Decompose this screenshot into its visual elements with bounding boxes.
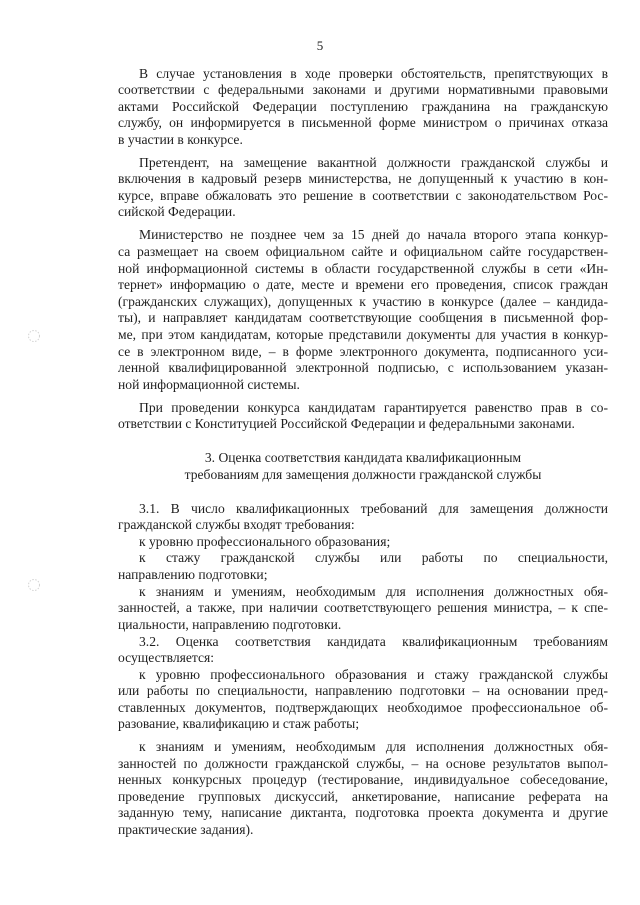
text-line: ты), и направляет кандидатам соответствующие сообщения в письменной фор- bbox=[118, 310, 608, 325]
text-line: тернет» информацию о дате, месте и времени его проведения, список граждан bbox=[118, 277, 608, 292]
text-line: актами Российской Федерации поступлению гражданина на гражданскую bbox=[118, 99, 608, 114]
text-line: разование, квалификацию и стаж работы; bbox=[118, 716, 360, 731]
text-line: При проведении конкурса кандидатам гарантируется равенство прав в со- bbox=[139, 400, 608, 415]
text-line: 3.1. В число квалификационных требований для замещения должности bbox=[139, 501, 608, 516]
section-heading: требованиям для замещения должности гражданской службы bbox=[184, 467, 542, 482]
text-line: Министерство не позднее чем за 15 дней до начала второго этапа конкур- bbox=[139, 227, 608, 242]
text-line: ной информационной системы в области государственной службы в сети «Ин- bbox=[118, 261, 608, 276]
text-line: проведение групповых дискуссий, анкетирование, написание реферата на bbox=[118, 789, 608, 804]
text-line: направлению подготовки; bbox=[118, 567, 268, 582]
text-line: циальности, направлению подготовки. bbox=[118, 617, 342, 632]
text-line: 3.2. Оценка соответствия кандидата квалификационным требованиям bbox=[139, 634, 608, 649]
text-line: гражданской службы входят требования: bbox=[118, 517, 355, 532]
text-line: в участии в конкурсе. bbox=[118, 132, 243, 147]
text-line: занностей по должности гражданской службы, – на основе результатов выпол- bbox=[118, 756, 608, 771]
text-line: се в электронном виде, – в форме электронного документа, подписанного уси- bbox=[118, 344, 608, 359]
text-line: сийской Федерации. bbox=[118, 204, 236, 219]
text-line: практические задания). bbox=[118, 822, 254, 837]
text-line: ме, при этом кандидатам, которые представили документы для участия в конкур- bbox=[118, 327, 608, 342]
text-line: (гражданских служащих), допущенных к участию в конкурсе (далее – кандида- bbox=[118, 294, 608, 309]
text-line: са размещает на своем официальном сайте и официальном сайте государствен- bbox=[118, 244, 608, 259]
punch-hole-mark bbox=[27, 329, 41, 343]
text-line: ставленных документов, подтверждающих необходимое профессиональное об- bbox=[118, 700, 608, 715]
text-line: заданную тему, написание диктанта, подготовка проекта документа и другие bbox=[118, 805, 608, 820]
text-line: к стажу гражданской службы или работы по специальности, bbox=[139, 550, 608, 565]
text-line: к уровню профессионального образования и стажу гражданской службы bbox=[139, 667, 608, 682]
text-line: В случае установления в ходе проверки обстоятельств, препятствующих в bbox=[139, 66, 608, 81]
text-line: Претендент, на замещение вакантной должности гражданской службы и bbox=[139, 155, 608, 170]
text-line: ной информационной системы. bbox=[118, 377, 300, 392]
text-line: ненных конкурсных процедур (тестирование, индивидуальное собеседование, bbox=[118, 772, 608, 787]
text-line: к знаниям и умениям, необходимым для исполнения должностных обя- bbox=[139, 584, 608, 599]
section-heading: 3. Оценка соответствия кандидата квалификационным bbox=[204, 450, 522, 465]
text-line: службу, он информируется в письменной форме министром о причинах отказа bbox=[118, 115, 608, 130]
text-line: курсе, вправе обжаловать это решение в соответствии с законодательством Рос- bbox=[118, 188, 608, 203]
text-line: ленной квалифицированной электронной подписью, с использованием указан- bbox=[118, 360, 608, 375]
text-line: включения в кадровый резерв министерства, не допущенный к участию в кон- bbox=[118, 171, 608, 186]
text-line: к уровню профессионального образования; bbox=[139, 534, 391, 549]
text-line: занностей, а также, при наличии соответствующего решения министра, – к спе- bbox=[118, 600, 608, 615]
text-line: осуществляется: bbox=[118, 650, 215, 665]
page-number: 5 bbox=[316, 38, 324, 53]
text-line: или работы по специальности, направлению подготовки – на основании пред- bbox=[118, 683, 608, 698]
text-line: ответствии с Конституцией Российской Федерации и федеральными законами. bbox=[118, 416, 575, 431]
text-line: соответствии с федеральными законами и другими нормативными правовыми bbox=[118, 82, 608, 97]
punch-hole-mark bbox=[27, 578, 41, 592]
text-line: к знаниям и умениям, необходимым для исполнения должностных обя- bbox=[139, 739, 608, 754]
